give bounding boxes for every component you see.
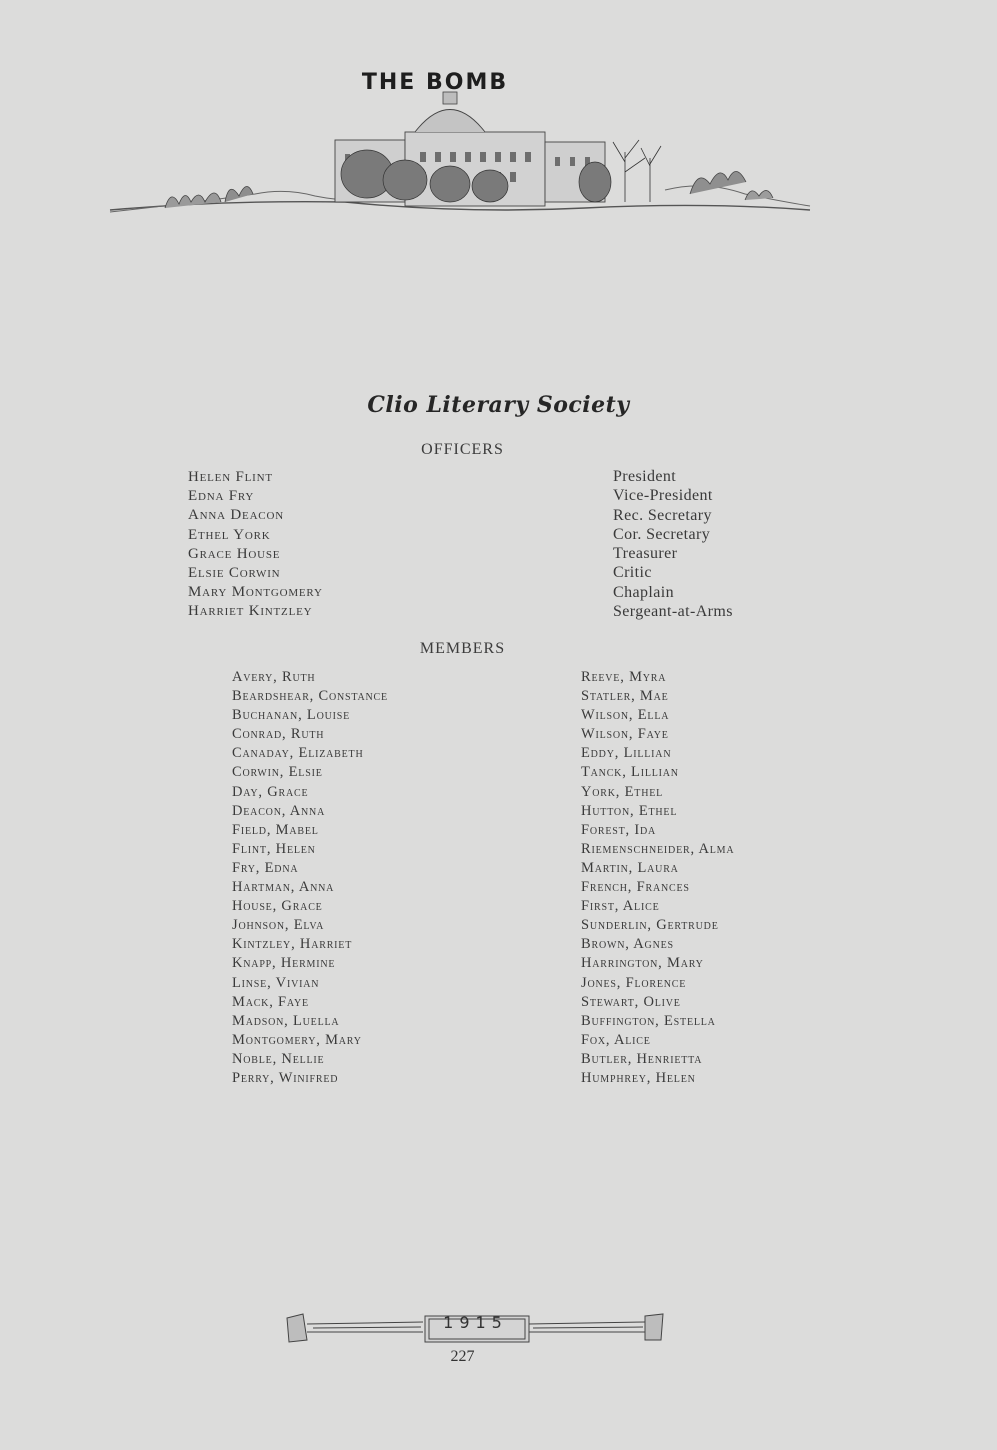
member-name: Canaday, Elizabeth bbox=[232, 745, 364, 762]
officers-heading: OFFICERS bbox=[421, 441, 504, 458]
member-name: Linse, Vivian bbox=[232, 974, 320, 991]
officer-name: Anna Deacon bbox=[188, 507, 284, 524]
member-name: Field, Mabel bbox=[232, 821, 319, 838]
officer-names-column bbox=[188, 468, 323, 622]
member-name: Tanck, Lillian bbox=[581, 764, 679, 781]
member-name: French, Frances bbox=[581, 879, 690, 896]
member-name: Humphrey, Helen bbox=[581, 1069, 696, 1086]
member-name: Butler, Henrietta bbox=[581, 1050, 703, 1067]
member-name: Statler, Mae bbox=[581, 688, 669, 705]
officer-name: Mary Montgomery bbox=[188, 584, 323, 601]
member-name: Brown, Agnes bbox=[581, 936, 674, 953]
member-name: Mack, Faye bbox=[232, 993, 309, 1010]
officer-name: Ethel York bbox=[188, 526, 271, 543]
member-name: Perry, Winifred bbox=[232, 1069, 339, 1086]
officer-role: Treasurer bbox=[613, 545, 678, 563]
member-name: Eddy, Lillian bbox=[581, 745, 672, 762]
member-name: Montgomery, Mary bbox=[232, 1031, 362, 1048]
officer-role: Vice-President bbox=[613, 487, 713, 505]
member-name: Forest, Ida bbox=[581, 821, 657, 838]
member-name: Wilson, Ella bbox=[581, 707, 670, 724]
officer-role: Critic bbox=[613, 564, 652, 582]
officer-role: Sergeant-at-Arms bbox=[613, 603, 733, 621]
member-name: Stewart, Olive bbox=[581, 993, 681, 1010]
member-name: Wilson, Faye bbox=[581, 726, 669, 743]
members-left-column bbox=[232, 668, 388, 1088]
member-name: Corwin, Elsie bbox=[232, 764, 323, 781]
member-name: Knapp, Hermine bbox=[232, 955, 336, 972]
member-name: Hutton, Ethel bbox=[581, 802, 678, 819]
officer-name: Elsie Corwin bbox=[188, 565, 281, 582]
member-name: House, Grace bbox=[232, 898, 323, 915]
officer-name: Edna Fry bbox=[188, 488, 255, 505]
member-name: Buchanan, Louise bbox=[232, 707, 351, 724]
year-label: 1915 bbox=[443, 1313, 508, 1332]
member-name: First, Alice bbox=[581, 898, 660, 915]
members-right-column bbox=[581, 668, 734, 1088]
member-name: Noble, Nellie bbox=[232, 1050, 325, 1067]
officer-name: Harriet Kintzley bbox=[188, 603, 313, 620]
member-name: York, Ethel bbox=[581, 783, 664, 800]
member-name: Madson, Luella bbox=[232, 1012, 340, 1029]
member-name: Johnson, Elva bbox=[232, 917, 325, 934]
member-name: Reeve, Myra bbox=[581, 669, 667, 685]
member-name: Buffington, Estella bbox=[581, 1012, 716, 1029]
yearbook-title: THE BOMB bbox=[361, 70, 509, 95]
member-name: Martin, Laura bbox=[581, 859, 679, 876]
member-name: Riemenschneider, Alma bbox=[581, 840, 735, 857]
officer-name: Grace House bbox=[188, 545, 281, 562]
member-name: Fry, Edna bbox=[232, 859, 299, 876]
member-name: Deacon, Anna bbox=[232, 802, 326, 819]
page-number: 227 bbox=[450, 1348, 475, 1365]
officer-roles-column bbox=[613, 467, 733, 621]
member-name: Harrington, Mary bbox=[581, 955, 704, 972]
society-title: Clio Literary Society bbox=[367, 392, 630, 418]
officer-role: President bbox=[613, 468, 677, 485]
members-heading: MEMBERS bbox=[419, 640, 506, 657]
officer-role: Cor. Secretary bbox=[613, 525, 711, 543]
officer-role: Rec. Secretary bbox=[613, 506, 712, 524]
officer-role: Chaplain bbox=[613, 583, 674, 601]
member-name: Flint, Helen bbox=[232, 840, 316, 857]
member-name: Day, Grace bbox=[232, 783, 309, 800]
member-name: Jones, Florence bbox=[581, 974, 687, 991]
officer-name: Helen Flint bbox=[188, 469, 273, 485]
member-name: Sunderlin, Gertrude bbox=[581, 917, 719, 934]
member-name: Beardshear, Constance bbox=[232, 688, 388, 705]
member-name: Hartman, Anna bbox=[232, 879, 335, 896]
member-name: Kintzley, Harriet bbox=[232, 936, 353, 953]
member-name: Avery, Ruth bbox=[232, 669, 316, 685]
member-name: Conrad, Ruth bbox=[232, 726, 325, 743]
member-name: Fox, Alice bbox=[581, 1031, 651, 1048]
